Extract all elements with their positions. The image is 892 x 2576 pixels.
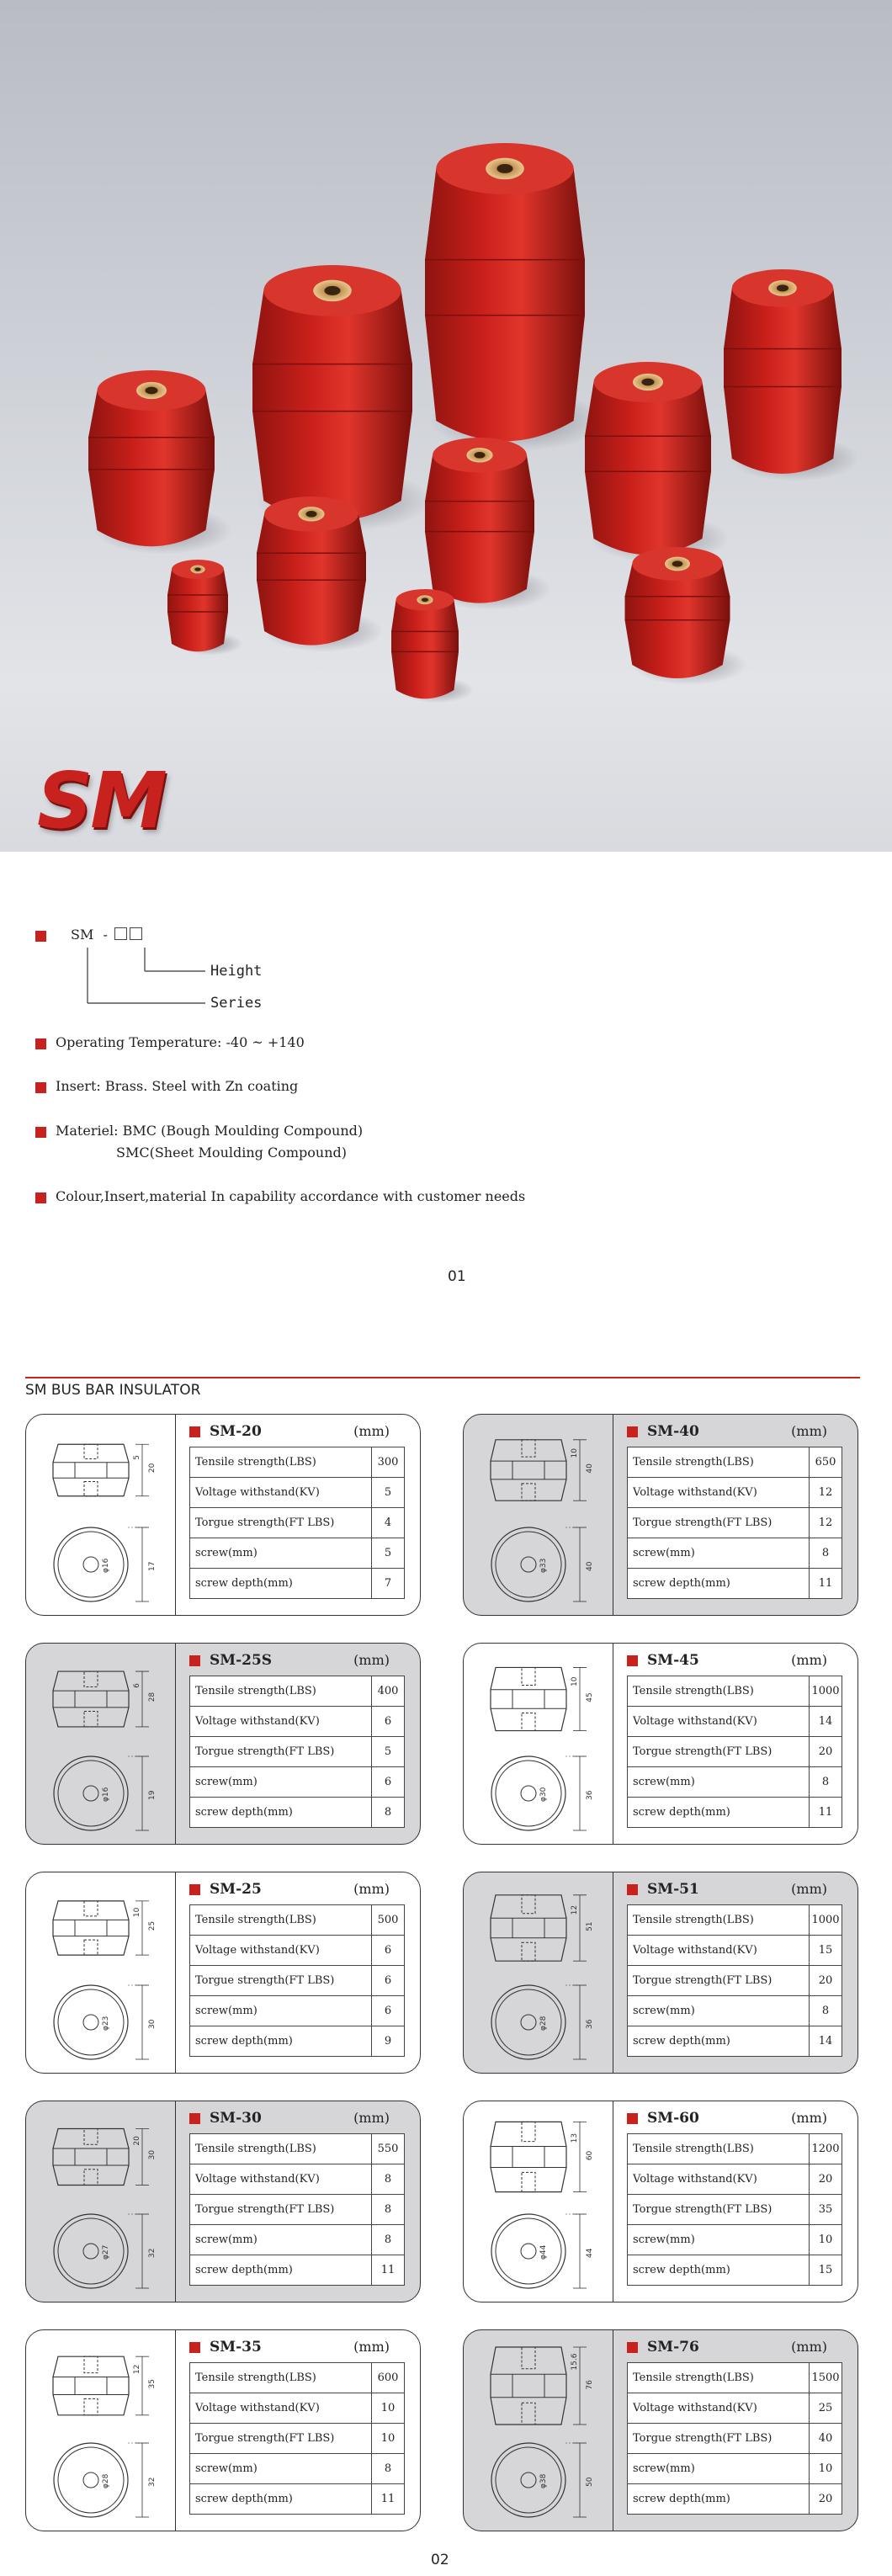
row-value: 500 — [372, 1905, 405, 1936]
row-label: Voltage withstand(KV) — [628, 1936, 810, 1966]
insulator-photo — [167, 560, 243, 656]
spec-card-sm-20 — [25, 1414, 421, 1616]
bullet-square — [627, 1884, 638, 1895]
dim-diameter: φ33 — [539, 1558, 548, 1573]
bullet-colour — [35, 1192, 46, 1203]
dim-insert-depth: 6 — [133, 1683, 141, 1688]
table-row — [190, 1936, 405, 1966]
dim-insert-depth: 12 — [571, 1904, 579, 1915]
spec-table — [627, 1676, 842, 1828]
spec-temperature: Operating Temperature: -40 ~ +140 — [56, 1034, 305, 1050]
row-value: 8 — [810, 1767, 842, 1798]
row-label: screw(mm) — [190, 1996, 372, 2026]
row-value: 5 — [372, 1538, 405, 1569]
row-value: 25 — [810, 2393, 842, 2424]
unit-label: (mm) — [791, 2110, 827, 2126]
section-title: SM BUS BAR INSULATOR — [25, 1382, 201, 1399]
dim-diameter: φ38 — [539, 2473, 548, 2488]
bullet-code — [35, 931, 46, 942]
table-row — [628, 1676, 842, 1707]
spec-card-sm-60 — [463, 2101, 858, 2302]
table-row — [628, 1478, 842, 1508]
table-row — [190, 2484, 405, 2515]
product-photo — [0, 0, 892, 852]
dim-insert-depth: 15.6 — [571, 2353, 579, 2371]
dim-height: 20 — [148, 1463, 157, 1474]
bullet-square — [627, 1655, 638, 1666]
row-label: screw depth(mm) — [190, 1569, 372, 1599]
row-label: screw(mm) — [628, 2454, 810, 2484]
dim-width: 32 — [148, 2248, 157, 2258]
dim-insert-depth: 13 — [571, 2133, 579, 2143]
row-value: 20 — [810, 1966, 842, 1996]
spec-table — [627, 1904, 842, 2057]
technical-drawing — [464, 1415, 613, 1615]
card-header — [189, 1879, 410, 1901]
row-label: screw(mm) — [628, 1996, 810, 2026]
dim-insert-depth: 20 — [133, 2136, 141, 2146]
dim-width: 17 — [148, 1561, 157, 1571]
row-value: 650 — [810, 1447, 842, 1478]
table-row — [628, 1707, 842, 1737]
bullet-square — [189, 1884, 200, 1895]
row-value: 300 — [372, 1447, 405, 1478]
row-label: Torgue strength(FT LBS) — [190, 1508, 372, 1538]
row-value: 11 — [372, 2484, 405, 2515]
row-value: 4 — [372, 1508, 405, 1538]
row-value: 6 — [372, 1767, 405, 1798]
row-label: Torgue strength(FT LBS) — [628, 2424, 810, 2454]
bullet-square — [189, 1426, 200, 1437]
technical-drawing — [464, 1872, 613, 2073]
row-value: 35 — [810, 2195, 842, 2225]
dim-width: 36 — [586, 1790, 594, 1800]
row-label: screw depth(mm) — [628, 2026, 810, 2057]
model-name: SM-25 — [210, 1881, 262, 1898]
row-label: screw depth(mm) — [628, 1569, 810, 1599]
spec-card-sm-45 — [463, 1643, 858, 1845]
row-label: Torgue strength(FT LBS) — [190, 1966, 372, 1996]
dim-width: 30 — [148, 2019, 157, 2029]
model-name: SM-45 — [647, 1652, 699, 1669]
row-label: Tensile strength(LBS) — [628, 1905, 810, 1936]
table-row — [190, 1707, 405, 1737]
spec-table — [189, 1447, 405, 1599]
model-name: SM-60 — [647, 2110, 699, 2127]
row-label: Tensile strength(LBS) — [190, 2134, 372, 2164]
bullet-temp — [35, 1038, 46, 1049]
card-header — [189, 2337, 410, 2359]
row-label: screw(mm) — [628, 1767, 810, 1798]
row-value: 1200 — [810, 2134, 842, 2164]
row-label: screw(mm) — [190, 2225, 372, 2255]
row-value: 5 — [372, 1737, 405, 1767]
spec-table — [189, 1676, 405, 1828]
row-label: Torgue strength(FT LBS) — [190, 2424, 372, 2454]
row-label: Tensile strength(LBS) — [628, 1676, 810, 1707]
dim-height: 28 — [148, 1692, 157, 1702]
spec-material: Materiel: BMC (Bough Moulding Compound) — [56, 1123, 364, 1139]
row-value: 15 — [810, 1936, 842, 1966]
row-value: 11 — [810, 1798, 842, 1828]
model-name: SM-30 — [210, 2110, 262, 2127]
row-value: 15 — [810, 2255, 842, 2286]
row-value: 6 — [372, 1966, 405, 1996]
table-row — [628, 2164, 842, 2195]
row-value: 11 — [810, 1569, 842, 1599]
model-name: SM-76 — [647, 2339, 699, 2356]
row-label: screw(mm) — [190, 1538, 372, 1569]
row-value: 8 — [372, 1798, 405, 1828]
row-value: 6 — [372, 1996, 405, 2026]
dim-height: 25 — [148, 1920, 157, 1931]
row-label: Tensile strength(LBS) — [190, 1905, 372, 1936]
bullet-square — [627, 2342, 638, 2353]
table-row — [628, 1798, 842, 1828]
table-row — [628, 1508, 842, 1538]
row-value: 9 — [372, 2026, 405, 2057]
table-row — [190, 1447, 405, 1478]
card-header — [627, 2108, 847, 2130]
row-label: screw depth(mm) — [190, 1798, 372, 1828]
row-label: Tensile strength(LBS) — [628, 2134, 810, 2164]
row-label: Torgue strength(FT LBS) — [628, 2195, 810, 2225]
table-row — [628, 1996, 842, 2026]
technical-drawing — [464, 1644, 613, 1844]
table-row — [190, 2164, 405, 2195]
row-label: Voltage withstand(KV) — [628, 1707, 810, 1737]
row-value: 8 — [372, 2164, 405, 2195]
dim-diameter: φ16 — [102, 1787, 110, 1802]
card-header — [627, 1650, 847, 1672]
table-row — [190, 2026, 405, 2057]
technical-drawing — [26, 2330, 176, 2531]
row-value: 7 — [372, 1569, 405, 1599]
insulators-illustration — [0, 0, 892, 852]
row-value: 1500 — [810, 2363, 842, 2393]
unit-label: (mm) — [791, 1881, 827, 1897]
unit-label: (mm) — [353, 2339, 390, 2355]
spec-table — [627, 1447, 842, 1599]
unit-label: (mm) — [353, 1881, 390, 1897]
row-value: 20 — [810, 1737, 842, 1767]
dim-diameter: φ28 — [102, 2473, 110, 2488]
table-row — [190, 2363, 405, 2393]
code-label-series: Series — [210, 995, 263, 1012]
table-row — [190, 1676, 405, 1707]
row-value: 600 — [372, 2363, 405, 2393]
spec-material-2: SMC(Sheet Moulding Compound) — [116, 1145, 347, 1161]
table-row — [628, 2026, 842, 2057]
spec-card-sm-25s — [25, 1643, 421, 1845]
model-name: SM-40 — [647, 1423, 699, 1440]
card-header — [189, 1421, 410, 1443]
bullet-square — [627, 2113, 638, 2124]
table-row — [190, 1905, 405, 1936]
table-row — [190, 1478, 405, 1508]
spec-table — [627, 2133, 842, 2286]
table-row — [628, 2454, 842, 2484]
dim-insert-depth: 10 — [133, 1907, 141, 1918]
technical-drawing — [26, 1872, 176, 2073]
spec-table — [189, 2362, 405, 2515]
spec-table — [189, 1904, 405, 2057]
row-value: 12 — [810, 1508, 842, 1538]
code-leader-lines — [59, 936, 227, 1012]
row-label: Voltage withstand(KV) — [190, 2393, 372, 2424]
row-label: Tensile strength(LBS) — [628, 1447, 810, 1478]
spec-insert: Insert: Brass. Steel with Zn coating — [56, 1078, 299, 1094]
row-label: Voltage withstand(KV) — [190, 1707, 372, 1737]
unit-label: (mm) — [353, 2110, 390, 2126]
technical-drawing — [464, 2330, 613, 2531]
row-label: screw depth(mm) — [628, 2255, 810, 2286]
model-name: SM-25S — [210, 1652, 273, 1669]
card-header — [627, 2337, 847, 2359]
row-value: 8 — [372, 2225, 405, 2255]
table-row — [628, 2134, 842, 2164]
dim-height: 35 — [148, 2379, 157, 2389]
row-label: screw depth(mm) — [190, 2255, 372, 2286]
unit-label: (mm) — [353, 1423, 390, 1439]
row-value: 400 — [372, 1676, 405, 1707]
row-value: 40 — [810, 2424, 842, 2454]
table-row — [190, 2134, 405, 2164]
row-value: 20 — [810, 2484, 842, 2515]
code-label-height: Height — [210, 963, 263, 980]
table-row — [190, 2255, 405, 2286]
insulator-photo — [425, 143, 605, 451]
spec-table — [189, 2133, 405, 2286]
row-value: 20 — [810, 2164, 842, 2195]
row-label: screw depth(mm) — [628, 2484, 810, 2515]
dim-height: 30 — [148, 2149, 157, 2160]
model-name: SM-51 — [647, 1881, 699, 1898]
model-name: SM-35 — [210, 2339, 262, 2356]
table-row — [628, 1936, 842, 1966]
row-value: 11 — [372, 2255, 405, 2286]
table-row — [190, 2454, 405, 2484]
bullet-insert — [35, 1082, 46, 1093]
table-row — [190, 1767, 405, 1798]
page-number-1: 01 — [448, 1268, 466, 1285]
spec-card-sm-51 — [463, 1872, 858, 2074]
insulator-photo — [425, 438, 552, 610]
technical-drawing — [26, 1644, 176, 1844]
table-row — [628, 2484, 842, 2515]
row-label: Torgue strength(FT LBS) — [190, 2195, 372, 2225]
bullet-material — [35, 1127, 46, 1138]
table-row — [190, 1538, 405, 1569]
spec-card-sm-40 — [463, 1414, 858, 1616]
row-label: Tensile strength(LBS) — [628, 2363, 810, 2393]
row-label: Voltage withstand(KV) — [190, 1478, 372, 1508]
code-prefix: SM — [71, 927, 94, 943]
row-label: screw(mm) — [190, 1767, 372, 1798]
brand-logo: SM — [37, 756, 165, 846]
row-value: 6 — [372, 1936, 405, 1966]
table-row — [628, 2363, 842, 2393]
dim-diameter: φ44 — [539, 2244, 548, 2260]
table-row — [190, 2424, 405, 2454]
dim-width: 50 — [586, 2477, 594, 2487]
row-label: screw depth(mm) — [190, 2484, 372, 2515]
spec-colour: Colour,Insert,material In capability accordance with customer needs — [56, 1188, 526, 1204]
row-value: 6 — [372, 1707, 405, 1737]
dim-insert-depth: 10 — [571, 1448, 579, 1458]
row-label: Torgue strength(FT LBS) — [628, 1737, 810, 1767]
row-value: 14 — [810, 1707, 842, 1737]
row-label: screw depth(mm) — [190, 2026, 372, 2057]
table-row — [628, 2255, 842, 2286]
dim-height: 60 — [586, 2150, 594, 2161]
bullet-square — [189, 2342, 200, 2353]
insulator-photo — [252, 265, 433, 531]
spec-card-sm-30 — [25, 2101, 421, 2302]
table-row — [628, 2424, 842, 2454]
row-value: 10 — [810, 2454, 842, 2484]
table-row — [628, 1966, 842, 1996]
row-label: screw(mm) — [190, 2454, 372, 2484]
table-row — [190, 1737, 405, 1767]
table-row — [190, 1996, 405, 2026]
row-label: screw depth(mm) — [628, 1798, 810, 1828]
page-number-2: 02 — [431, 2552, 449, 2568]
row-label: Tensile strength(LBS) — [190, 2363, 372, 2393]
table-row — [628, 1737, 842, 1767]
row-label: Voltage withstand(KV) — [628, 1478, 810, 1508]
table-row — [190, 2393, 405, 2424]
insulator-photo — [88, 370, 233, 555]
section-rule — [25, 1377, 860, 1378]
spec-card-sm-76 — [463, 2329, 858, 2531]
bullet-square — [189, 1655, 200, 1666]
unit-label: (mm) — [791, 1652, 827, 1668]
table-row — [190, 2225, 405, 2255]
row-value: 8 — [810, 1996, 842, 2026]
row-label: Voltage withstand(KV) — [628, 2393, 810, 2424]
unit-label: (mm) — [353, 1652, 390, 1668]
row-label: Voltage withstand(KV) — [628, 2164, 810, 2195]
row-value: 8 — [372, 2454, 405, 2484]
spec-card-sm-35 — [25, 2329, 421, 2531]
dim-diameter: φ16 — [102, 1558, 110, 1573]
dim-height: 51 — [586, 1921, 594, 1931]
spec-table — [627, 2362, 842, 2515]
row-value: 8 — [372, 2195, 405, 2225]
table-row — [628, 2225, 842, 2255]
table-row — [628, 1767, 842, 1798]
dim-height: 76 — [586, 2380, 594, 2390]
row-label: Torgue strength(FT LBS) — [190, 1737, 372, 1767]
dim-insert-depth: 10 — [571, 1676, 579, 1686]
row-label: Tensile strength(LBS) — [190, 1447, 372, 1478]
dim-width: 44 — [586, 2248, 594, 2258]
dim-height: 45 — [586, 1692, 594, 1702]
insulator-photo — [724, 269, 859, 481]
dim-height: 40 — [586, 1463, 594, 1474]
row-label: Torgue strength(FT LBS) — [628, 1966, 810, 1996]
dim-width: 32 — [148, 2477, 157, 2487]
unit-label: (mm) — [791, 1423, 827, 1439]
table-row — [628, 1538, 842, 1569]
dim-insert-depth: 5 — [133, 1454, 141, 1460]
row-label: Torgue strength(FT LBS) — [628, 1508, 810, 1538]
dim-width: 36 — [586, 2019, 594, 2029]
table-row — [628, 1569, 842, 1599]
row-label: screw(mm) — [628, 1538, 810, 1569]
code-dash: - — [103, 927, 108, 943]
table-row — [190, 1966, 405, 1996]
dim-diameter: φ23 — [102, 2016, 110, 2031]
card-header — [627, 1879, 847, 1901]
insulator-photo — [625, 547, 747, 685]
spec-card-sm-25 — [25, 1872, 421, 2074]
row-value: 10 — [372, 2424, 405, 2454]
table-row — [628, 2393, 842, 2424]
bullet-square — [189, 2113, 200, 2124]
row-value: 550 — [372, 2134, 405, 2164]
table-row — [628, 1905, 842, 1936]
insulator-photo — [585, 362, 730, 563]
row-label: Voltage withstand(KV) — [190, 2164, 372, 2195]
table-row — [628, 1447, 842, 1478]
row-value: 8 — [810, 1538, 842, 1569]
row-value: 1000 — [810, 1676, 842, 1707]
dim-diameter: φ28 — [539, 2016, 548, 2031]
dim-diameter: φ30 — [539, 1787, 548, 1802]
row-value: 12 — [810, 1478, 842, 1508]
table-row — [190, 1798, 405, 1828]
table-row — [190, 1508, 405, 1538]
row-value: 14 — [810, 2026, 842, 2057]
technical-drawing — [26, 1415, 176, 1615]
unit-label: (mm) — [791, 2339, 827, 2355]
model-name: SM-20 — [210, 1423, 262, 1440]
row-value: 1000 — [810, 1905, 842, 1936]
row-label: Tensile strength(LBS) — [190, 1676, 372, 1707]
card-header — [189, 1650, 410, 1672]
dim-diameter: φ27 — [102, 2244, 110, 2260]
technical-drawing — [464, 2101, 613, 2302]
row-label: Voltage withstand(KV) — [190, 1936, 372, 1966]
row-value: 10 — [372, 2393, 405, 2424]
row-label: screw(mm) — [628, 2225, 810, 2255]
card-header — [627, 1421, 847, 1443]
dim-insert-depth: 12 — [133, 2364, 141, 2375]
table-row — [190, 1569, 405, 1599]
row-value: 5 — [372, 1478, 405, 1508]
dim-width: 40 — [586, 1561, 594, 1571]
bullet-square — [627, 1426, 638, 1437]
row-value: 10 — [810, 2225, 842, 2255]
table-row — [190, 2195, 405, 2225]
card-header — [189, 2108, 410, 2130]
technical-drawing — [26, 2101, 176, 2302]
table-row — [628, 2195, 842, 2225]
dim-width: 19 — [148, 1790, 157, 1800]
